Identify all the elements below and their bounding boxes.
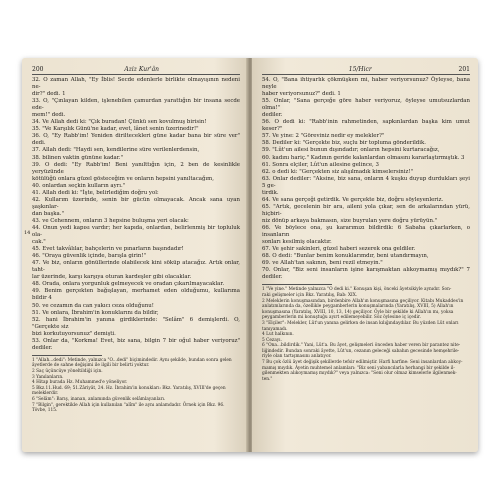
verse-line: 52. hani İbrahim'in yanına girdiklerinde: "Selâm" 6 demişlerdi. O, "Gerçekte siz — [32, 316, 240, 330]
footnote: âyetlerde de sahne değişimi ile ilgili bir belirti yoktur. — [32, 363, 150, 369]
verse-line: 36. O, "Ey Rabb'im! Yeniden diriltecekleri güne kadar bana bir süre ver" dedi. — [32, 133, 240, 147]
footnote: 2 Saç üçüncüye yöneltildiği için. — [32, 369, 103, 375]
verse-line: 34. Ve Allah dedi ki: "Çık buradan! Çünkü sen kovulmuş birisin! — [32, 119, 207, 126]
footnote: riyle olan tartışmasını anlatıyor. — [262, 354, 332, 360]
verse-line: 56. O dedi ki: "Rabb'inin rahmetinden, sapkınlardan başka kim umut keser?" — [262, 119, 470, 133]
right-running-title: 15/Hicr — [348, 66, 372, 73]
verse-line: 58. Dediler ki: "Gerçekte biz, suçlu bir topluma gönderildik. — [262, 140, 426, 147]
verse-line: dir?" dedi. 1 — [32, 91, 66, 98]
left-running-head — [32, 66, 240, 75]
verse-line: cak." — [32, 239, 46, 246]
verse-line: 64. Ve sana gerçeği getirdik. Ve gerçekte biz, doğru söyleyenleriz. — [262, 196, 444, 203]
left-page-number: 200 — [32, 66, 44, 73]
footnote: meleklerdir. — [32, 391, 59, 397]
footnote: 7 "Bilgin", gerektikle Allah için kullanılan "alîm" ile aynı anlamdadır. Örnek için Bkz. 96. — [32, 402, 225, 408]
verse-line: mem!" dedi. — [32, 112, 66, 119]
footnote: 6 "Ona...bildirdik." Yani, Lût'a. Bu âyet, gelişmeleri önceden haber veren bir parantez nite- — [262, 343, 461, 349]
right-verses — [262, 77, 470, 281]
footnote: 4 Hitap burada Hz. Muhammed'e yöneliyor. — [32, 380, 128, 386]
verse-line: 48. Orada, onlara yorgunluk gelmeyecek ve oradan çıkarılmayacaklar. — [32, 281, 225, 288]
verse-line: 32. O zaman Allah, "Ey İblis! Secde edenlerle birlikte olmayışının nedeni ne- — [32, 77, 240, 91]
verse-line: 50. ve cezamın da can yakıcı ceza olduğunu! — [32, 302, 154, 309]
verse-line: 44. Onun yedi kapısı vardır; her kapıda, onlardan, belirlenmiş bir topluluk ola- — [32, 224, 240, 239]
footnote: 6 "Selâm": Barış, inanan, anlamında güvenlik selâmlayanları. — [32, 396, 166, 402]
footnote: 3 Yanılanların. — [32, 374, 64, 380]
verse-line: 51. Ve onlara, İbrahim'in konuklarını da bildir, — [32, 309, 159, 316]
footnote: 7 Bu çok özlü âyet değişik şekillerde tefsir edilmiştir. Harfi harfine: Seni insanlardan alıkoy- — [262, 360, 463, 366]
verse-line: 63. Onlar dediler: "Aksine, biz sana, onların 4 kuşku duyup durdukları şeyi 5 ge- — [262, 175, 470, 189]
verse-line: kötülüğü onlara güzel gösteceğim ve onların hepsini yanıltacağım, — [32, 175, 214, 182]
verse-line: 42. Kullarım üzerinde, senin bir gücün olmayacak. Ancak sana uyan şaşkınlar- — [32, 196, 240, 210]
footnote: 5 Cezayı. — [262, 337, 282, 343]
verse-line: 65. "Artık, gecelenin bir ara, aileni yola çıkar, sen de arkalarından yürü, hiçbiri- — [262, 203, 470, 217]
verse-line: 38. bilinen vaktin gününe kadar." — [32, 154, 123, 161]
footnote: peygamberlerin mi konuştuğu ayırt edilemeyebilir. Söz öylesine iç içedir. — [262, 315, 421, 321]
verse-line: 70. Onlar, "Biz seni insanların işine karışmaktan alıkoymamış mıydık?" 7 dediler. — [262, 267, 470, 281]
verse-line: 54. O, "Bana ihtiyarlık çökmüşken mi, haber veriyorsunuz? Öyleyse, bana neyle — [262, 77, 470, 91]
verse-line: 41. Allah dedi ki: "İşte, belirlediğim doğru yol: — [32, 189, 159, 196]
verse-line: lar üzerinde, karşı karşıya oturan kardeşler gibi olacaklar. — [32, 274, 192, 281]
verse-line: bizi korkutuyorsunuz" demişti. — [32, 330, 116, 337]
footnote: 3 "Elçiler": Melekler, Lût'un yanına gelirken de insan kılığındaydılar. Bu yüzden Lût onları — [262, 320, 459, 326]
footnote: anlatımlarında da, özellikle peygamberlerin konuşmalarında (Yaratılış, XVIII, 5) Allah'ın — [262, 304, 454, 310]
verse-line: 43. ve Cehennem, onların 3 hepsine buluşma yeri olacak: — [32, 217, 189, 224]
verse-line: 35. "Ve Karşılık Günü'ne kadar, evet, lânet senin üzerinedir!" — [32, 126, 199, 133]
right-running-head — [262, 66, 470, 75]
verse-line: 46. "Oraya güvenlik içinde, barışla girin!" — [32, 253, 146, 260]
right-page-number: 201 — [458, 66, 470, 73]
footnote: mamış mıydık. Âyetin muhtemel anlamları: "Biz seni yabancılarla herhangi bir şekilde il- — [262, 365, 455, 371]
right-footnotes — [262, 287, 470, 382]
verse-line: tirdik. — [262, 189, 279, 196]
verse-line: 49. Benim gerçekten bağışlayan, merhamet eden olduğumu, kullarıma bildir 4 — [32, 288, 240, 302]
verse-line: 57. Ve yine: 2 "Göreviniz nedir ey melekler?" — [262, 133, 385, 140]
verse-line: 45. Evet takvâlılar, bahçelerin ve pınarların başındadır! — [32, 246, 184, 253]
verse-line: 55. Onlar, "Sana gerçeğe göre haber veriyoruz, öyleyse umutsuzlardan olma!" — [262, 98, 470, 112]
footnote: Tövbe, 115. — [32, 408, 58, 414]
footnote: raki gelişmeler için Bkz. Yaratılış, Bab: XIX. — [262, 292, 358, 298]
footnote: 2 Meleklerin konuşmasından, birdenbire Allah'ın konuşmasına geçiliyor. Kitabı Mukaddes'in — [262, 298, 464, 304]
verse-line: 59. "Lût'un ailesi bunun dışındadır; onların hepsini kurtaracağız, — [262, 147, 440, 154]
footnote: 4 Lut halkının. — [262, 332, 294, 338]
verse-line: 61. Sonra elçiler, Lût'un ailesine gelince, 3 — [262, 161, 379, 168]
verse-line: niz dönüp arkaya bakmasın, size buyrulan yere doğru yürüyün." — [262, 217, 438, 224]
verse-line: 47. Ve biz, onların gönüllerinde olabilecek kini söküp atacağız. Artık onlar, taht- — [32, 260, 240, 274]
verse-line: 62. o dedi ki: "Gerçekten siz alışılmadık kimselersiniz!" — [262, 168, 413, 175]
footnote: tanıyamadı. — [262, 326, 288, 332]
verse-line: 53. Onlar da, "Korkma! Evet, biz sana, bilgin 7 bir oğul haber veriyoruz" dediler. — [32, 337, 240, 351]
right-page — [252, 58, 478, 452]
footnote: gilenmekten alıkoymamış mıydık?" veya yalnızca: "Seni olur olmaz kimselerle ilgilenmek- — [262, 371, 457, 377]
verse-line: 39. O dedi: "Ey Rabb'im! Beni yanılttığın için, 2 ben de kesinlikle yeryüzünde — [32, 161, 240, 175]
footnote: 1 "Ve yine." Metinde yalnızca "O dedi ki." Konuşan kişi, önceki âyetsikiyle aynıdır. Son- — [262, 287, 452, 293]
verse-line: sonları kesilmiş olacaktır. — [262, 239, 332, 246]
verse-line: haber veriyorsunuz?" dedi. 1 — [262, 91, 341, 98]
verse-line: 33. O, "Çınlayan kilden, işlenebilen çamurdan yarattığın bir insana secde ede- — [32, 98, 240, 112]
verse-line: dediler. — [262, 112, 283, 119]
footnote: ten." — [262, 376, 273, 382]
left-footnotes — [32, 358, 240, 414]
side-marker: 14 — [24, 230, 31, 236]
left-verses — [32, 77, 240, 352]
left-running-title: Aziz Kur'ân — [124, 66, 160, 73]
open-book — [22, 58, 478, 452]
verse-line: 68. O dedi: "Bunlar benim konuklarımdır, beni utandırmayın, — [262, 253, 429, 260]
verse-line: 67. Ve şehir sakinleri, güzel haberi sezerek ona geldiler. — [262, 246, 416, 253]
footnote: 1 "Allah...dedi": Metinde, yalnızca "O...dedi" biçimindedir. Aynı şekilde, bundan sonra gelen — [32, 357, 232, 363]
verse-line: 69. ve Allah'tan sakının, beni rezil etmeyin." — [262, 260, 383, 267]
footnote: konuşmasına (Yaratılış, XVIII, 10, 13, 14) geçiliyor. Öyle bir şekilde ki Allah'ın mı, yoksa — [262, 309, 454, 315]
verse-line: dan başka." — [32, 210, 64, 217]
footnote-divider — [32, 355, 102, 356]
footnote: liğindedir. Bundan sonraki âyette, Lût'un, cezanın geleceği sabahın gecesinde hemşehrile- — [262, 348, 460, 354]
footnote-divider — [262, 284, 332, 285]
verse-line: 66. Ve böylece ona, şu kararımızı bildirdik: 6 Sabaha çıkarlarken, o insanların — [262, 224, 470, 239]
footnote: 5 Bkz.11.Hud. 69; 51.Zâriyât, 24. Hz. İbrahim'in konukları: Bkz. Yaratılış, XVIII'de geçen — [32, 385, 226, 391]
verse-line: 37. Allah dedi: "Haydi sen, kendilerine süre verilenlerdensin, — [32, 147, 200, 154]
left-page — [22, 58, 248, 452]
verse-line: 60. kadını hariç." Kadının geride kalanlardan olmasını kararlaştırmıştık. 3 — [262, 154, 465, 161]
verse-line: 40. onlardan seçkin kulların ayrı." — [32, 182, 126, 189]
